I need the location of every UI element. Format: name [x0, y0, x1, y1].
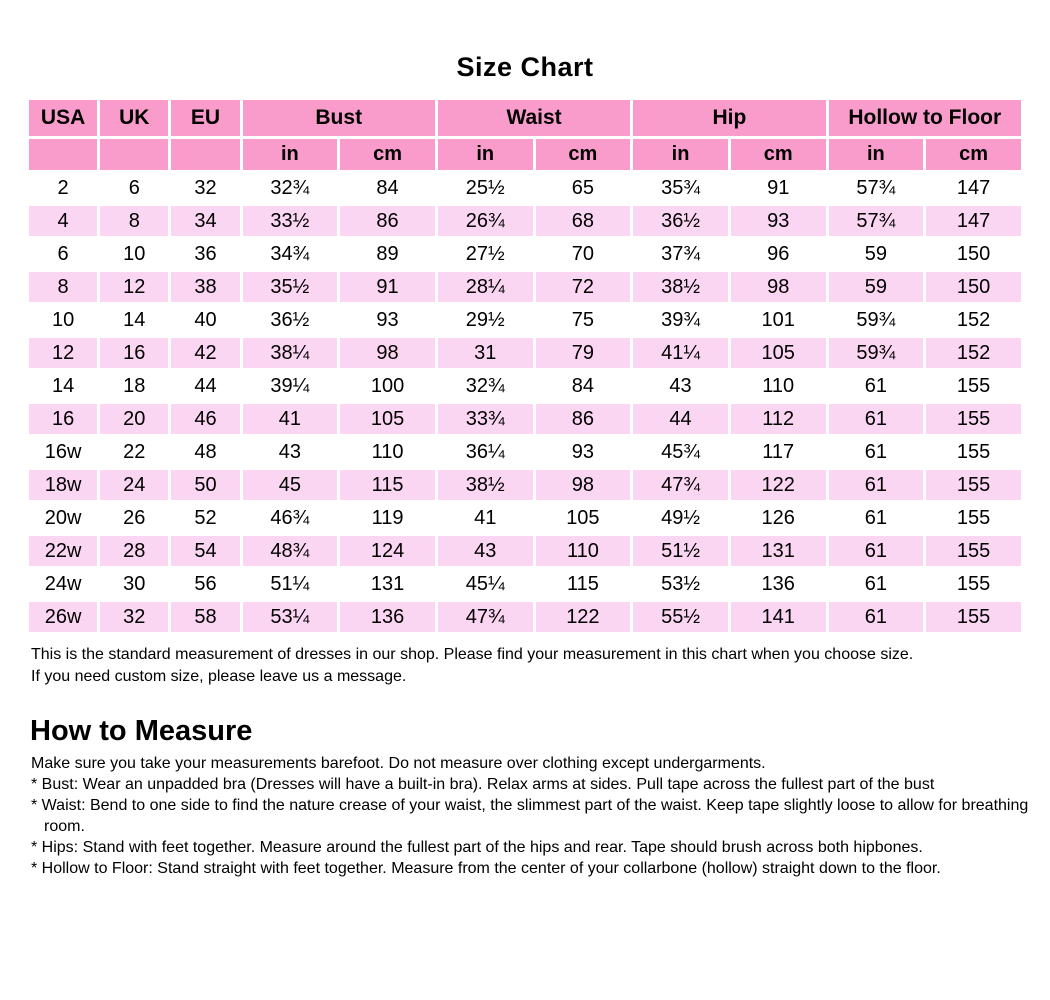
- size-cell: 59¾: [829, 305, 924, 335]
- size-cell: 41¼: [633, 338, 728, 368]
- size-cell: 105: [340, 404, 435, 434]
- size-cell: 2: [29, 173, 97, 203]
- size-cell: 105: [731, 338, 826, 368]
- size-cell: 39¾: [633, 305, 728, 335]
- size-cell: 58: [171, 602, 239, 632]
- size-cell: 84: [340, 173, 435, 203]
- size-cell: 110: [536, 536, 631, 566]
- size-cell: 91: [731, 173, 826, 203]
- size-cell: 155: [926, 437, 1021, 467]
- empty-header-cell: [171, 139, 239, 170]
- size-cell: 26w: [29, 602, 97, 632]
- table-row: [29, 602, 1021, 632]
- size-cell: 37¾: [633, 239, 728, 269]
- size-cell: 65: [536, 173, 631, 203]
- size-cell: 44: [171, 371, 239, 401]
- size-cell: 34¾: [243, 239, 338, 269]
- size-cell: 47¾: [633, 470, 728, 500]
- size-cell: 59¾: [829, 338, 924, 368]
- size-cell: 41: [438, 503, 533, 533]
- size-cell: 115: [536, 569, 631, 599]
- size-cell: 101: [731, 305, 826, 335]
- size-cell: 26: [100, 503, 168, 533]
- table-row: [29, 371, 1021, 401]
- table-row: [29, 536, 1021, 566]
- size-cell: 152: [926, 305, 1021, 335]
- column-header-usa: USA: [29, 100, 97, 136]
- size-cell: 16: [100, 338, 168, 368]
- size-cell: 43: [438, 536, 533, 566]
- table-row: [29, 272, 1021, 302]
- size-cell: 32¾: [438, 371, 533, 401]
- table-row: [29, 239, 1021, 269]
- size-cell: 48¾: [243, 536, 338, 566]
- size-cell: 55½: [633, 602, 728, 632]
- size-cell: 25½: [438, 173, 533, 203]
- size-cell: 39¼: [243, 371, 338, 401]
- size-cell: 110: [340, 437, 435, 467]
- header-row-units: [29, 139, 1021, 170]
- unit-header-in: in: [633, 139, 728, 170]
- table-row: [29, 305, 1021, 335]
- size-cell: 50: [171, 470, 239, 500]
- size-cell: 43: [633, 371, 728, 401]
- size-cell: 98: [340, 338, 435, 368]
- size-cell: 56: [171, 569, 239, 599]
- size-cell: 35½: [243, 272, 338, 302]
- size-cell: 46: [171, 404, 239, 434]
- size-cell: 36½: [633, 206, 728, 236]
- size-cell: 150: [926, 239, 1021, 269]
- header-row-groups: [29, 100, 1021, 136]
- column-header-uk: UK: [100, 100, 168, 136]
- size-cell: 126: [731, 503, 826, 533]
- size-cell: 155: [926, 602, 1021, 632]
- size-cell: 30: [100, 569, 168, 599]
- size-cell: 20w: [29, 503, 97, 533]
- measure-item: * Waist: Bend to one side to find the nature crease of your waist, the slimmest part of the waist. Keep tape slightly loose to allow for breathing room.: [31, 797, 1029, 835]
- table-header: [29, 100, 1021, 170]
- size-cell: 105: [536, 503, 631, 533]
- size-cell: 119: [340, 503, 435, 533]
- size-cell: 48: [171, 437, 239, 467]
- size-cell: 45¾: [633, 437, 728, 467]
- table-body: [29, 173, 1021, 632]
- size-cell: 155: [926, 404, 1021, 434]
- size-cell: 147: [926, 173, 1021, 203]
- size-cell: 34: [171, 206, 239, 236]
- size-cell: 43: [243, 437, 338, 467]
- size-cell: 98: [536, 470, 631, 500]
- group-header-hollow-to-floor: Hollow to Floor: [829, 100, 1021, 136]
- size-cell: 41: [243, 404, 338, 434]
- size-cell: 14: [29, 371, 97, 401]
- size-cell: 6: [100, 173, 168, 203]
- size-cell: 112: [731, 404, 826, 434]
- size-cell: 91: [340, 272, 435, 302]
- size-cell: 38: [171, 272, 239, 302]
- size-cell: 31: [438, 338, 533, 368]
- size-cell: 61: [829, 371, 924, 401]
- empty-header-cell: [100, 139, 168, 170]
- size-cell: 93: [731, 206, 826, 236]
- size-cell: 28: [100, 536, 168, 566]
- size-cell: 136: [731, 569, 826, 599]
- unit-header-cm: cm: [536, 139, 631, 170]
- size-cell: 57¾: [829, 206, 924, 236]
- unit-header-in: in: [243, 139, 338, 170]
- size-cell: 29½: [438, 305, 533, 335]
- group-header-hip: Hip: [633, 100, 825, 136]
- size-cell: 155: [926, 503, 1021, 533]
- size-cell: 45: [243, 470, 338, 500]
- size-cell: 98: [731, 272, 826, 302]
- size-cell: 22w: [29, 536, 97, 566]
- size-cell: 72: [536, 272, 631, 302]
- size-cell: 16w: [29, 437, 97, 467]
- size-cell: 100: [340, 371, 435, 401]
- size-cell: 117: [731, 437, 826, 467]
- size-cell: 53½: [633, 569, 728, 599]
- how-to-measure-section: [31, 753, 1030, 879]
- size-cell: 16: [29, 404, 97, 434]
- measure-item: * Hollow to Floor: Stand straight with feet together. Measure from the center of your collarbone (hollow) straight down to the floor.: [31, 860, 941, 877]
- size-cell: 27½: [438, 239, 533, 269]
- size-cell: 53¼: [243, 602, 338, 632]
- size-cell: 40: [171, 305, 239, 335]
- size-cell: 131: [731, 536, 826, 566]
- size-cell: 61: [829, 470, 924, 500]
- size-cell: 61: [829, 503, 924, 533]
- size-cell: 86: [340, 206, 435, 236]
- size-cell: 51¼: [243, 569, 338, 599]
- size-cell: 152: [926, 338, 1021, 368]
- size-cell: 35¾: [633, 173, 728, 203]
- table-row: [29, 437, 1021, 467]
- size-cell: 54: [171, 536, 239, 566]
- size-cell: 33½: [243, 206, 338, 236]
- note-line-1: This is the standard measurement of dresses in our shop. Please find your measurement in this chart when you choose size.: [31, 646, 914, 663]
- size-cell: 61: [829, 404, 924, 434]
- size-cell: 57¾: [829, 173, 924, 203]
- size-cell: 59: [829, 239, 924, 269]
- table-row: [29, 404, 1021, 434]
- size-cell: 147: [926, 206, 1021, 236]
- table-row: [29, 206, 1021, 236]
- column-header-eu: EU: [171, 100, 239, 136]
- size-cell: 10: [100, 239, 168, 269]
- size-cell: 38½: [633, 272, 728, 302]
- size-cell: 141: [731, 602, 826, 632]
- size-cell: 155: [926, 470, 1021, 500]
- size-cell: 20: [100, 404, 168, 434]
- table-row: [29, 503, 1021, 533]
- size-cell: 45¼: [438, 569, 533, 599]
- page-title: Size Chart: [456, 52, 594, 82]
- size-cell: 79: [536, 338, 631, 368]
- size-cell: 18w: [29, 470, 97, 500]
- unit-header-cm: cm: [731, 139, 826, 170]
- size-cell: 136: [340, 602, 435, 632]
- note-line-2: If you need custom size, please leave us a message.: [31, 668, 407, 685]
- size-cell: 36: [171, 239, 239, 269]
- size-cell: 18: [100, 371, 168, 401]
- size-cell: 51½: [633, 536, 728, 566]
- size-cell: 36½: [243, 305, 338, 335]
- group-header-waist: Waist: [438, 100, 630, 136]
- size-cell: 38½: [438, 470, 533, 500]
- size-cell: 32¾: [243, 173, 338, 203]
- size-cell: 8: [29, 272, 97, 302]
- size-cell: 49½: [633, 503, 728, 533]
- size-cell: 24w: [29, 569, 97, 599]
- size-chart-table: [26, 97, 1024, 635]
- size-cell: 12: [29, 338, 97, 368]
- how-to-measure-heading: How to Measure: [30, 715, 253, 747]
- size-cell: 131: [340, 569, 435, 599]
- measure-item: * Bust: Wear an unpadded bra (Dresses will have a built-in bra). Relax arms at sides. Pull tape across the fullest part of the bust: [31, 776, 935, 793]
- size-cell: 122: [536, 602, 631, 632]
- size-cell: 32: [171, 173, 239, 203]
- measure-items: [31, 774, 1030, 879]
- size-cell: 44: [633, 404, 728, 434]
- notes-section: [31, 644, 1050, 688]
- size-cell: 110: [731, 371, 826, 401]
- size-cell: 59: [829, 272, 924, 302]
- size-cell: 42: [171, 338, 239, 368]
- size-cell: 150: [926, 272, 1021, 302]
- size-cell: 33¾: [438, 404, 533, 434]
- size-cell: 8: [100, 206, 168, 236]
- size-cell: 10: [29, 305, 97, 335]
- size-cell: 89: [340, 239, 435, 269]
- size-cell: 32: [100, 602, 168, 632]
- unit-header-cm: cm: [340, 139, 435, 170]
- size-cell: 22: [100, 437, 168, 467]
- measure-intro: Make sure you take your measurements barefoot. Do not measure over clothing except undergarments.: [31, 755, 766, 772]
- size-cell: 47¾: [438, 602, 533, 632]
- empty-header-cell: [29, 139, 97, 170]
- size-cell: 115: [340, 470, 435, 500]
- size-cell: 61: [829, 536, 924, 566]
- size-cell: 124: [340, 536, 435, 566]
- size-cell: 61: [829, 602, 924, 632]
- size-cell: 46¾: [243, 503, 338, 533]
- unit-header-cm: cm: [926, 139, 1021, 170]
- size-cell: 28¼: [438, 272, 533, 302]
- size-cell: 26¾: [438, 206, 533, 236]
- size-cell: 84: [536, 371, 631, 401]
- group-header-bust: Bust: [243, 100, 435, 136]
- size-cell: 36¼: [438, 437, 533, 467]
- size-cell: 96: [731, 239, 826, 269]
- table-row: [29, 338, 1021, 368]
- size-cell: 6: [29, 239, 97, 269]
- size-cell: 70: [536, 239, 631, 269]
- size-cell: 75: [536, 305, 631, 335]
- size-cell: 68: [536, 206, 631, 236]
- size-cell: 12: [100, 272, 168, 302]
- size-cell: 14: [100, 305, 168, 335]
- measure-item: * Hips: Stand with feet together. Measure around the fullest part of the hips and rear. Tape should brush across both hipbones.: [31, 839, 923, 856]
- size-cell: 86: [536, 404, 631, 434]
- unit-header-in: in: [438, 139, 533, 170]
- table-row: [29, 470, 1021, 500]
- size-cell: 93: [536, 437, 631, 467]
- size-cell: 122: [731, 470, 826, 500]
- size-cell: 61: [829, 437, 924, 467]
- size-cell: 38¼: [243, 338, 338, 368]
- size-cell: 24: [100, 470, 168, 500]
- size-cell: 4: [29, 206, 97, 236]
- size-cell: 93: [340, 305, 435, 335]
- table-row: [29, 173, 1021, 203]
- unit-header-in: in: [829, 139, 924, 170]
- size-cell: 155: [926, 536, 1021, 566]
- size-cell: 155: [926, 569, 1021, 599]
- table-row: [29, 569, 1021, 599]
- size-cell: 52: [171, 503, 239, 533]
- size-cell: 61: [829, 569, 924, 599]
- size-cell: 155: [926, 371, 1021, 401]
